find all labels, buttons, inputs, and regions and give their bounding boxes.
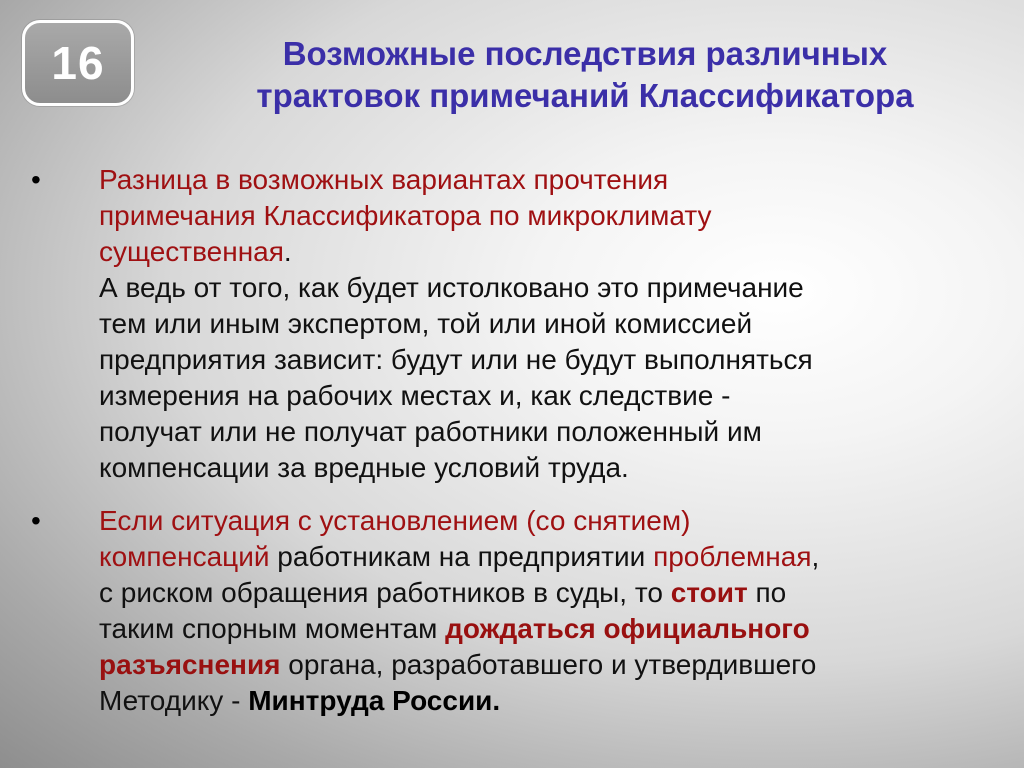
bullet-item-2	[0, 503, 1024, 719]
text-segment: работникам на предприятии	[269, 541, 654, 572]
text-segment: А ведь от того, как будет истолковано это примечание	[99, 272, 804, 303]
text-segment-emphasis: разъяснения	[99, 649, 281, 680]
bullet-text-1	[99, 162, 992, 486]
bullet-2-line-4	[99, 613, 810, 644]
bullet-icon: •	[31, 164, 41, 195]
bullet-text-2	[99, 503, 992, 719]
bullet-1-line-4	[99, 272, 804, 303]
bullet-1-line-9	[99, 452, 629, 483]
bullet-item-1	[0, 162, 1024, 486]
slide-title-line-1: Возможные последствия различных	[282, 35, 888, 72]
bullet-icon: •	[31, 505, 41, 536]
bullet-1-line-8	[99, 416, 762, 447]
bullet-1-line-3	[99, 236, 292, 267]
text-segment: предприятия зависит: будут или не будут выполняться	[99, 344, 813, 375]
slide-number-badge	[22, 20, 134, 106]
text-segment: получат или не получат работники положенный им	[99, 416, 762, 447]
text-segment: измерения на рабочих местах и, как следствие -	[99, 380, 731, 411]
text-segment: с риском обращения работников в суды, то	[99, 577, 671, 608]
text-segment: органа, разработавшего и утвердившего	[280, 649, 817, 680]
text-segment: по	[747, 577, 787, 608]
bullet-1-line-5	[99, 308, 752, 339]
text-segment-red: компенсаций	[99, 541, 270, 572]
bullet-1-line-6	[99, 344, 813, 375]
bullet-list	[0, 162, 1024, 736]
text-segment: .	[283, 236, 292, 267]
slide-number: 16	[51, 37, 105, 89]
text-segment: ,	[811, 541, 820, 572]
bullet-2-line-5	[99, 649, 816, 680]
text-segment-red: проблемная	[653, 541, 812, 572]
text-segment-red: Разница в возможных вариантах прочтения	[99, 164, 669, 195]
text-segment-emphasis: дождаться официального	[445, 613, 810, 644]
slide-title-line-2: трактовок примечаний Классификатора	[256, 77, 914, 114]
bullet-1-line-1	[99, 164, 668, 195]
bullet-2-line-3	[99, 577, 786, 608]
bullet-2-line-2	[99, 541, 819, 572]
bullet-1-line-2	[99, 200, 712, 231]
text-segment-red: существенная	[99, 236, 284, 267]
text-segment: компенсации за вредные условий труда.	[99, 452, 629, 483]
bullet-2-line-1	[99, 505, 690, 536]
slide-title	[150, 33, 1020, 117]
text-segment-red: примечания Классификатора по микроклимату	[99, 200, 712, 231]
text-segment: тем или иным экспертом, той или иной комиссией	[99, 308, 753, 339]
bullet-1-line-7	[99, 380, 730, 411]
text-segment: таким спорным моментам	[99, 613, 446, 644]
bullet-2-line-6	[99, 685, 500, 716]
text-segment-emphasis: стоит	[670, 577, 748, 608]
text-segment-red: Если ситуация с установлением (со снятием)	[99, 505, 691, 536]
text-segment: Методику -	[99, 685, 249, 716]
text-segment-bold: Минтруда России.	[248, 685, 501, 716]
